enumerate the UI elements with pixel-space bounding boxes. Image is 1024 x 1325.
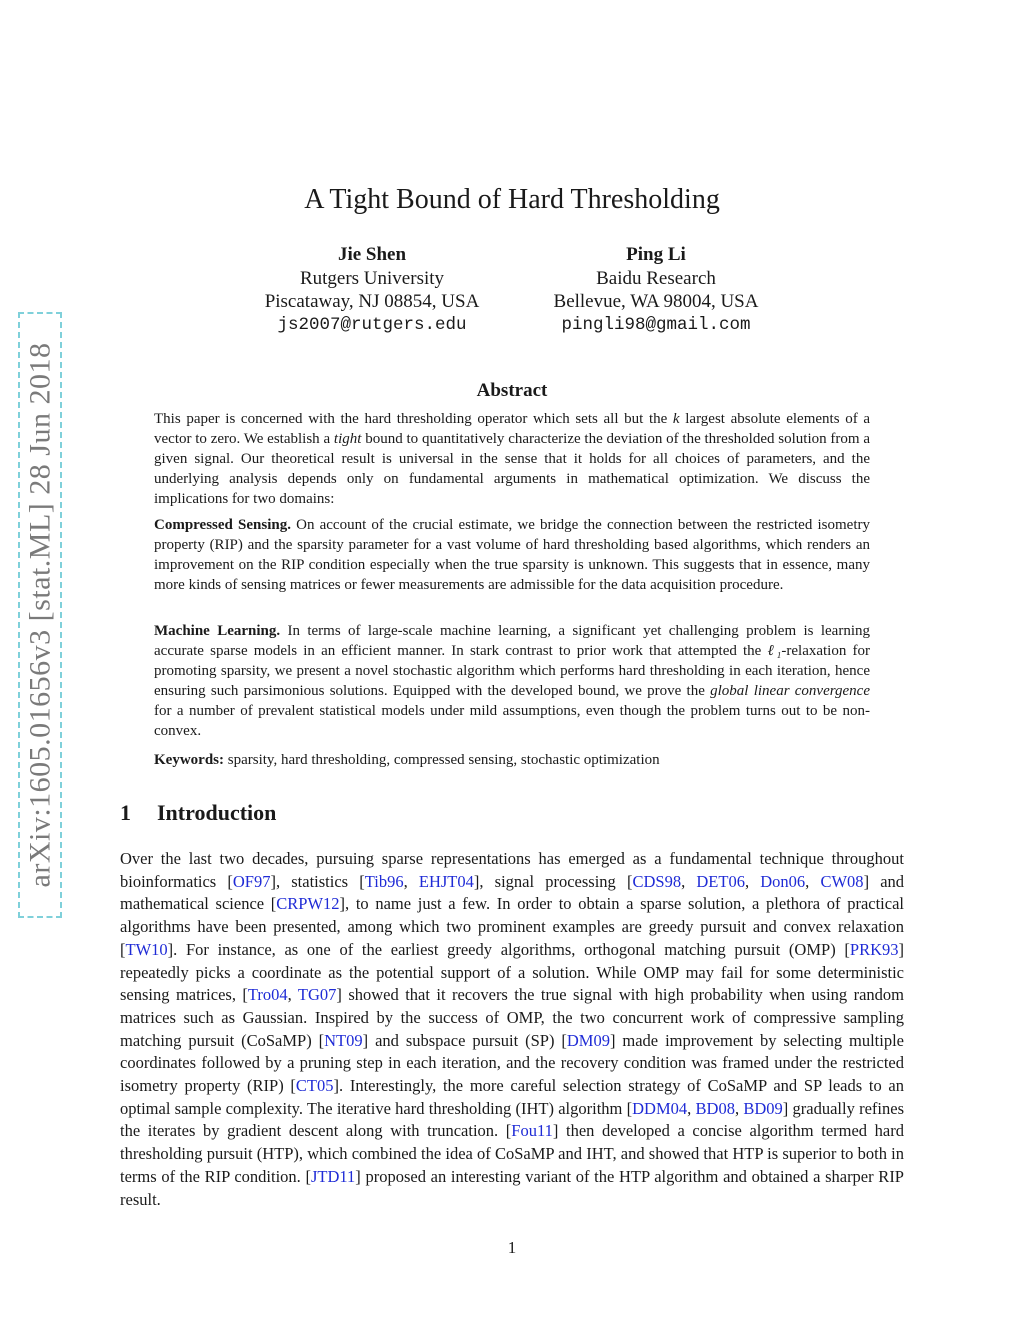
body-text: , xyxy=(681,871,697,891)
abstract-heading: Abstract xyxy=(476,380,548,401)
author-block-2 xyxy=(516,243,796,337)
author-name: Ping Li xyxy=(626,244,686,265)
section-number: 1 xyxy=(120,800,131,825)
math-k: k xyxy=(672,411,680,427)
body-text: , xyxy=(403,871,419,891)
section-heading xyxy=(120,800,276,826)
citation-link[interactable]: EHJT04 xyxy=(418,871,474,891)
citation-link[interactable]: DET06 xyxy=(696,871,745,891)
abstract-paragraph-compressed-sensing xyxy=(154,515,870,595)
body-text: ], signal processing [ xyxy=(473,871,633,891)
citation-link[interactable]: Fou11 xyxy=(511,1121,553,1141)
citation-link[interactable]: TW10 xyxy=(125,939,168,959)
citation-link[interactable]: Tib96 xyxy=(364,871,404,891)
paragraph-label: Compressed Sensing. xyxy=(154,517,291,533)
citation-link[interactable]: CT05 xyxy=(295,1076,334,1096)
abstract-text: In terms of large-scale machine learning, a significant yet challenging problem is learning accurate sparse models in an efficient manner. In stark contrast to prior work that attempted the xyxy=(154,623,870,660)
page-number: 1 xyxy=(507,1238,517,1257)
body-text: , xyxy=(287,985,298,1005)
section-title: Introduction xyxy=(157,800,277,825)
abstract-text: On account of the crucial estimate, we bridge the connection between the restricted isometry property (RIP) and the sparsity parameter for a vast volume of hard thresholding based algorithms, which renders an improvement on the RIP condition especially when the true sparsity is unknown. This suggests that in essence, many more kinds of sensing matrices or fewer measurements are admissible for the data acquisition procedure. xyxy=(154,517,870,594)
keywords-list: sparsity, hard thresholding, compressed sensing, stochastic optimization xyxy=(224,752,660,768)
citation-link[interactable]: JTD11 xyxy=(310,1166,356,1186)
body-text: ]. For instance, as one of the earliest greedy algorithms, orthogonal matching pursuit (OMP) [ xyxy=(167,939,850,959)
author-location: Piscataway, NJ 08854, USA xyxy=(264,291,480,312)
body-text: Over the last two decades, pursuing sparse representations has emerged as a fundamental technique throughout bioinformatics [ xyxy=(120,849,904,891)
emphasis-global-linear-convergence: global linear convergence xyxy=(710,683,870,700)
author-location: Bellevue, WA 98004, USA xyxy=(553,291,759,312)
body-text: ] made improvement by selecting multiple coordinates followed by a pruning step in each iteration, and the recovery condition was framed under the restricted isometry property (RIP) [ xyxy=(120,1030,904,1096)
abstract-text: largest absolute elements of a vector to zero. We establish a xyxy=(154,411,870,448)
body-text: ] and mathematical science [ xyxy=(120,871,905,914)
keywords-label: Keywords: xyxy=(154,752,224,768)
arxiv-sidebar[interactable] xyxy=(18,312,62,918)
body-text: ] proposed an interesting variant of the HTP algorithm and obtained a sharper RIP result. xyxy=(120,1166,904,1209)
author-email[interactable]: js2007@rutgers.edu xyxy=(277,314,467,335)
abstract-paragraph-machine-learning xyxy=(154,621,870,742)
citation-link[interactable]: NT09 xyxy=(324,1030,363,1050)
body-text: ] and subspace pursuit (SP) [ xyxy=(362,1030,567,1050)
body-text: ] showed that it recovers the true signal with high probability when using random matrices such as Gaussian. Inspired by the success of OMP, the two concurrent work of compressive sampling matching pursuit (CoSaMP) [ xyxy=(120,985,904,1050)
introduction-paragraph xyxy=(120,848,904,1211)
paper-title: A Tight Bound of Hard Thresholding xyxy=(304,184,720,215)
citation-link[interactable]: OF97 xyxy=(232,871,271,891)
abstract-text: -relaxation for promoting sparsity, we present a novel stochastic algorithm which performs hard thresholding in each iteration, hence ensuring such parsimonious solutions. Equipped with the developed bound, we prove the xyxy=(154,643,870,700)
citation-link[interactable]: Tro04 xyxy=(247,985,288,1005)
body-text: ]. Interestingly, the more careful selection strategy of CoSaMP and SP leads to an optimal sample complexity. The iterative hard thresholding (IHT) algorithm [ xyxy=(120,1076,904,1118)
author-affiliation: Baidu Research xyxy=(596,267,716,289)
citation-link[interactable]: CRPW12 xyxy=(276,894,340,914)
body-text: ] repeatedly picks a coordinate as the potential support of a solution. While OMP may fail for some deterministic sensing matrices, [ xyxy=(120,939,904,1005)
citation-link[interactable]: PRK93 xyxy=(849,939,899,959)
body-text: ] gradually refines the iterates by gradient descent along with truncation. [ xyxy=(120,1098,905,1141)
body-text: , xyxy=(687,1098,696,1118)
abstract-text: bound to quantitatively characterize the deviation of the thresholded solution from a given signal. Our theoretical result is universal in the sense that it holds for all choices of parameters, and the underlying analysis depends only on fundamental arguments in mathematical optimization. We discuss the implications for two domains: xyxy=(154,431,870,508)
citation-link[interactable]: Don06 xyxy=(760,871,806,891)
body-text: ], statistics [ xyxy=(270,871,365,891)
paragraph-label: Machine Learning. xyxy=(154,623,281,639)
citation-link[interactable]: DDM04 xyxy=(632,1098,688,1118)
emphasis-tight: tight xyxy=(333,431,362,448)
citation-link[interactable]: CDS98 xyxy=(632,871,682,891)
body-text: ] then developed a concise algorithm termed hard thresholding pursuit (HTP), which combined the idea of CoSaMP and IHT, and showed that HTP is superior to both in terms of the RIP condition. [ xyxy=(120,1121,904,1186)
math-l1: ℓ₁ xyxy=(767,643,782,660)
abstract-text: for a number of prevalent statistical models under mild assumptions, even though the problem turns out to be non-convex. xyxy=(154,703,870,740)
abstract-text: This paper is concerned with the hard thresholding operator which sets all but the xyxy=(154,411,673,427)
author-block-1 xyxy=(232,243,512,337)
arxiv-identifier[interactable]: arXiv:1605.01656v3 [stat.ML] 28 Jun 2018 xyxy=(23,342,56,888)
citation-link[interactable]: CW08 xyxy=(820,871,864,891)
body-text: , xyxy=(734,1098,744,1118)
citation-link[interactable]: DM09 xyxy=(566,1030,610,1050)
citation-link[interactable]: BD08 xyxy=(695,1098,735,1118)
citation-link[interactable]: BD09 xyxy=(743,1098,783,1118)
author-affiliation: Rutgers University xyxy=(299,267,445,289)
body-text: , xyxy=(744,871,761,891)
author-email[interactable]: pingli98@gmail.com xyxy=(561,314,751,335)
body-text: , xyxy=(805,871,821,891)
abstract-paragraph-intro xyxy=(154,409,870,509)
keywords xyxy=(154,750,870,770)
body-text: ], to name just a few. In order to obtain a sparse solution, a plethora of practical algorithms have been presented, among which two prominent examples are greedy pursuit and convex relaxation [ xyxy=(120,894,904,959)
citation-link[interactable]: TG07 xyxy=(297,985,337,1005)
author-name: Jie Shen xyxy=(337,244,407,265)
